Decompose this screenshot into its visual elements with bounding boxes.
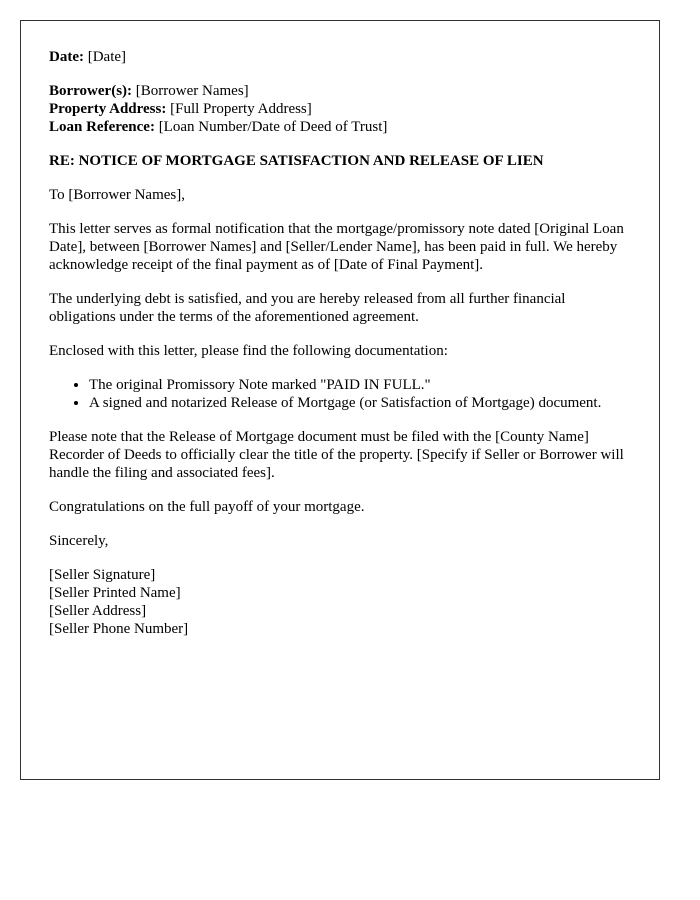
paragraph-payment-notice: This letter serves as formal notification that the mortgage/promissory note dated [Original Loan Date], between [Borrower Names] and [Seller/Lender Name], has been paid in full. We hereby acknowledge receipt of the final payment as of [Date of Final Payment]. bbox=[49, 221, 624, 273]
list-item: • The original Promissory Note marked "PAID IN FULL." bbox=[89, 376, 631, 394]
letter-page bbox=[20, 20, 660, 780]
date-label: Date: bbox=[49, 49, 84, 65]
seller-signature: [Seller Signature] bbox=[49, 567, 156, 583]
borrowers-label: Borrower(s): bbox=[49, 83, 133, 99]
signature-block bbox=[49, 566, 631, 638]
list-item: • A signed and notarized Release of Mortgage (or Satisfaction of Mortgage) document. bbox=[89, 394, 631, 412]
congratulations: Congratulations on the full payoff of your mortgage. bbox=[49, 499, 365, 515]
closing: Sincerely, bbox=[49, 533, 109, 549]
loan-reference-label: Loan Reference: bbox=[49, 119, 155, 135]
date-line bbox=[49, 48, 631, 66]
salutation: To [Borrower Names], bbox=[49, 187, 185, 203]
loan-reference-value: [Loan Number/Date of Deed of Trust] bbox=[158, 119, 388, 135]
header-info bbox=[49, 82, 631, 136]
paragraph-debt-satisfied: The underlying debt is satisfied, and you are hereby released from all further financial obligations under the terms of the aforementioned agreement. bbox=[49, 291, 566, 325]
property-line bbox=[49, 100, 631, 118]
enclosure-list-wrapper bbox=[49, 376, 631, 412]
loan-reference-line bbox=[49, 118, 631, 136]
date-value: [Date] bbox=[87, 49, 127, 65]
borrowers-line bbox=[49, 82, 631, 100]
borrowers-value: [Borrower Names] bbox=[135, 83, 249, 99]
seller-phone: [Seller Phone Number] bbox=[49, 621, 189, 637]
property-label: Property Address: bbox=[49, 101, 167, 117]
seller-address: [Seller Address] bbox=[49, 603, 147, 619]
enclosure-list bbox=[49, 376, 631, 412]
property-value: [Full Property Address] bbox=[170, 101, 312, 117]
paragraph-filing: Please note that the Release of Mortgage document must be filed with the [County Name] Recorder of Deeds to officially clear the title of the property. [Specify if Seller or Borrower will handle the filing and associated fees]. bbox=[49, 429, 624, 481]
subject-line: RE: NOTICE OF MORTGAGE SATISFACTION AND RELEASE OF LIEN bbox=[49, 153, 544, 169]
enclosure-intro: Enclosed with this letter, please find the following documentation: bbox=[49, 343, 448, 359]
seller-printed-name: [Seller Printed Name] bbox=[49, 585, 181, 601]
